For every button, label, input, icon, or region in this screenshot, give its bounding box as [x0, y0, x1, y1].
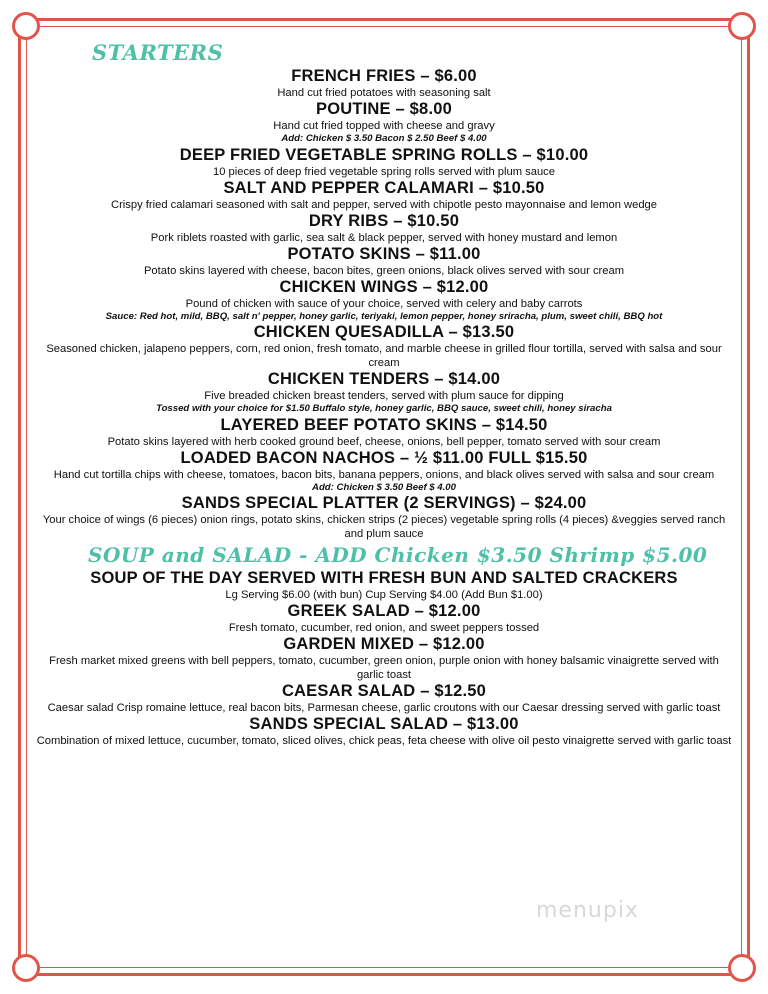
- menu-item-note: Add: Chicken $ 3.50 Beef $ 4.00: [312, 481, 456, 493]
- menu-item: [36, 370, 732, 416]
- menu-item: [36, 179, 732, 212]
- menu-item-title: GREEK SALAD – $12.00: [287, 602, 481, 620]
- menu-item-description: Your choice of wings (6 pieces) onion rings, potato skins, chicken strips (2 pieces) vegetable spring rolls (4 pieces) &veggies served ranch and plum sauce: [42, 514, 726, 540]
- menu-item-title: LAYERED BEEF POTATO SKINS – $14.50: [220, 415, 548, 434]
- menu-item: [36, 602, 732, 635]
- menu-item-description: 10 pieces of deep fried vegetable spring rolls served with plum sauce: [212, 165, 556, 178]
- corner-ornament-bottom-right: [728, 954, 756, 982]
- menu-item-description: Seasoned chicken, jalapeno peppers, corn, red onion, fresh tomato, and marble cheese in grilled flour tortilla, served with salsa and sour cream: [46, 343, 722, 369]
- menu-item: [36, 245, 732, 278]
- menu-item: [36, 416, 732, 449]
- menu-item-description: Hand cut fried topped with cheese and gravy: [273, 120, 495, 132]
- corner-ornament-top-right: [728, 12, 756, 40]
- menu-item-description: Hand cut fried potatoes with seasoning salt: [277, 87, 491, 99]
- menu-item-title: SANDS SPECIAL SALAD – $13.00: [249, 715, 519, 733]
- starters-list: [36, 67, 732, 541]
- menu-item: [36, 569, 732, 602]
- soup-salad-list: [36, 569, 732, 748]
- menu-item-title: FRENCH FRIES – $6.00: [291, 67, 477, 85]
- menu-item: [36, 278, 732, 324]
- menu-item-title: DEEP FRIED VEGETABLE SPRING ROLLS – $10.00: [179, 145, 589, 164]
- menu-item-title: SOUP OF THE DAY SERVED WITH FRESH BUN AND SALTED CRACKERS: [90, 569, 678, 587]
- menu-item-title: DRY RIBS – $10.50: [308, 211, 460, 230]
- menu-item-note: Tossed with your choice for $1.50 Buffalo style, honey garlic, BBQ sauce, sweet chili, honey siracha: [156, 403, 612, 414]
- menu-item-title: CAESAR SALAD – $12.50: [281, 682, 487, 700]
- menu-item-title: SANDS SPECIAL PLATTER (2 SERVINGS) – $24.00: [181, 494, 587, 512]
- menu-item-description: Crispy fried calamari seasoned with salt and pepper, served with chipotle pesto mayonnaise and lemon wedge: [110, 198, 657, 211]
- menu-item-description: Caesar salad Crisp romaine lettuce, real bacon bits, Parmesan cheese, garlic croutons with our Caesar dressing served with garlic toast: [47, 702, 721, 714]
- menu-item: [36, 146, 732, 179]
- menu-item-description: Fresh tomato, cucumber, red onion, and sweet peppers tossed: [228, 622, 540, 634]
- menu-item-title: LOADED BACON NACHOS – ½ $11.00 FULL $15.50: [180, 448, 588, 467]
- menu-item: [36, 715, 732, 748]
- section-title-soup-salad: SOUP and SALAD - ADD Chicken $3.50 Shrimp $5.00: [88, 543, 708, 567]
- menu-item: [36, 100, 732, 146]
- menu-item: [36, 635, 732, 682]
- watermark-logo: menupix: [536, 898, 639, 923]
- menu-item: [36, 323, 732, 370]
- menu-item: [36, 494, 732, 541]
- menu-item-title: POUTINE – $8.00: [316, 100, 452, 118]
- menu-item-title: GARDEN MIXED – $12.00: [283, 635, 485, 653]
- menu-item-description: Pound of chicken with sauce of your choice, served with celery and baby carrots: [185, 297, 583, 310]
- menu-item-description: Lg Serving $6.00 (with bun) Cup Serving $4.00 (Add Bun $1.00): [225, 589, 543, 601]
- menu-item: [36, 449, 732, 495]
- menu-item-title: CHICKEN TENDERS – $14.00: [267, 370, 501, 388]
- menu-item-title: CHICKEN QUESADILLA – $13.50: [253, 323, 515, 341]
- menu-item-note: Sauce: Red hot, mild, BBQ, salt n' pepper, honey garlic, teriyaki, lemon pepper, honey sriracha, plum, sweet chili, BBQ hot: [105, 310, 663, 322]
- menu-item-note: Add: Chicken $ 3.50 Bacon $ 2.50 Beef $ 4.00: [281, 133, 487, 144]
- menu-item: [36, 67, 732, 100]
- menu-item-description: Potato skins layered with herb cooked ground beef, cheese, onions, bell pepper, tomato served with sour cream: [107, 435, 661, 448]
- menu-item-description: Fresh market mixed greens with bell peppers, tomato, cucumber, green onion, purple onion with honey balsamic vinaigrette served with garlic toast: [49, 655, 719, 681]
- menu-item-title: CHICKEN WINGS – $12.00: [279, 277, 489, 296]
- menu-item-description: Potato skins layered with cheese, bacon bites, green onions, black olives served with sour cream: [143, 264, 625, 277]
- menu-item-description: Five breaded chicken breast tenders, served with plum sauce for dipping: [204, 390, 564, 402]
- menu-item: [36, 682, 732, 715]
- menu-item-title: SALT AND PEPPER CALAMARI – $10.50: [223, 178, 545, 197]
- menu-item-description: Hand cut tortilla chips with cheese, tomatoes, bacon bits, banana peppers, onions, and black olives served with salsa and sour cream: [53, 468, 715, 481]
- menu-content: [36, 36, 732, 748]
- section-title-starters: STARTERS: [92, 40, 224, 65]
- menu-item: [36, 212, 732, 245]
- menu-item-title: POTATO SKINS – $11.00: [287, 244, 481, 263]
- menu-item-description: Combination of mixed lettuce, cucumber, tomato, sliced olives, chick peas, feta cheese with olive oil pesto vinaigrette served with garlic toast: [36, 735, 732, 747]
- menu-item-description: Pork riblets roasted with garlic, sea salt & black pepper, served with honey mustard and lemon: [150, 231, 618, 244]
- corner-ornament-bottom-left: [12, 954, 40, 982]
